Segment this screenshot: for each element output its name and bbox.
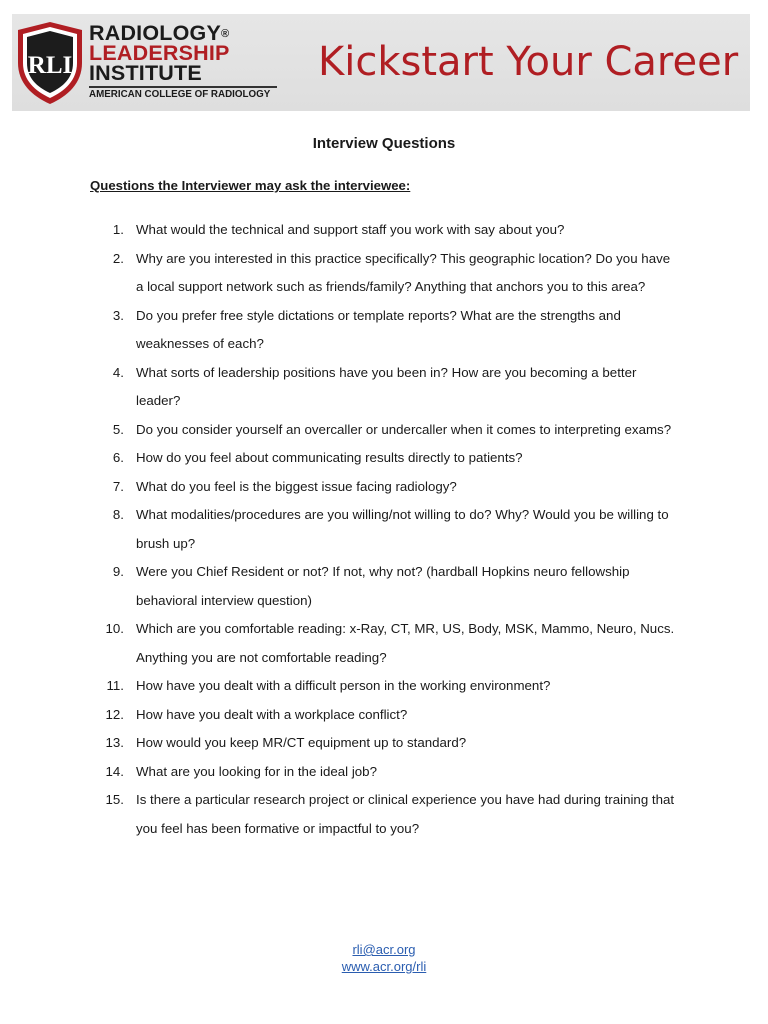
question-item	[0, 302, 676, 359]
question-number: 1.	[112, 222, 124, 237]
contact-footer	[0, 941, 768, 975]
question-number: 7.	[112, 478, 124, 494]
question-item	[0, 558, 676, 615]
question-list	[0, 216, 768, 843]
question-number: 8.	[112, 507, 124, 522]
question-text: How have you dealt with a workplace conflict?	[136, 706, 408, 722]
header-tagline: Kickstart Your Career	[318, 39, 739, 85]
question-item	[0, 501, 676, 558]
question-number: 5.	[112, 421, 124, 437]
section-heading: Questions the Interviewer may ask the interviewee:	[90, 178, 411, 193]
question-number: 11.	[106, 678, 124, 693]
question-item	[0, 416, 676, 445]
question-number: 12.	[105, 706, 124, 722]
question-text: How do you feel about communicating results directly to patients?	[136, 450, 523, 465]
question-item	[0, 473, 676, 502]
question-item	[0, 701, 676, 730]
question-text: What sorts of leadership positions have you been in? How are you becoming a better leader?	[136, 364, 637, 408]
question-text: Were you Chief Resident or not? If not, why not? (hardball Hopkins neuro fellowship behavioral interview question)	[136, 564, 630, 608]
question-text: How would you keep MR/CT equipment up to standard?	[136, 735, 467, 750]
rli-shield-logo-icon	[16, 21, 84, 105]
question-number: 6.	[112, 450, 124, 465]
question-item	[0, 729, 676, 758]
question-item	[0, 758, 676, 787]
question-text: Do you prefer free style dictations or template reports? What are the strengths and weaknesses of each?	[136, 307, 621, 351]
org-name-line2: LEADERSHIP	[89, 41, 230, 65]
org-name-line3: INSTITUTE	[89, 61, 202, 85]
question-item	[0, 216, 676, 245]
question-number: 2.	[112, 250, 124, 266]
org-name-line1: RADIOLOGY®	[89, 21, 230, 45]
email-link[interactable]: rli@acr.org	[352, 942, 416, 957]
question-number: 3.	[112, 307, 124, 323]
logo-monogram: RLI	[27, 52, 73, 79]
org-subtitle: AMERICAN COLLEGE OF RADIOLOGY	[89, 88, 271, 100]
question-item	[0, 245, 676, 302]
question-text: Do you consider yourself an overcaller or undercaller when it comes to interpreting exams?	[136, 421, 672, 437]
question-text: What are you looking for in the ideal job?	[136, 763, 377, 779]
question-text: Why are you interested in this practice specifically? This geographic location? Do you have a local support network such as friends/family? Anything that anchors you to this area?	[136, 250, 671, 294]
page-title: Interview Questions	[312, 135, 456, 152]
question-text: What do you feel is the biggest issue facing radiology?	[136, 478, 457, 494]
question-item	[0, 786, 676, 843]
question-text: How have you dealt with a difficult person in the working environment?	[136, 678, 551, 693]
question-item	[0, 672, 676, 701]
question-number: 14.	[105, 763, 124, 779]
question-item	[0, 615, 676, 672]
question-number: 15.	[105, 792, 124, 807]
website-link[interactable]: www.acr.org/rli	[341, 959, 427, 974]
question-item	[0, 444, 676, 473]
question-number: 4.	[112, 364, 124, 380]
question-number: 10.	[105, 621, 124, 636]
question-item	[0, 359, 676, 416]
question-number: 13.	[105, 735, 124, 750]
question-text: What modalities/procedures are you willing/not willing to do? Why? Would you be willing to brush up?	[136, 507, 669, 551]
organization-name	[89, 23, 289, 101]
question-text: Is there a particular research project or clinical experience you have had during training that you feel has been formative or impactful to you?	[136, 792, 675, 836]
question-text: What would the technical and support staff you work with say about you?	[136, 222, 565, 237]
question-number: 9.	[112, 564, 124, 579]
question-text: Which are you comfortable reading: x-Ray, CT, MR, US, Body, MSK, Mammo, Neuro, Nucs. Anything you are not comfortable reading?	[136, 621, 675, 665]
registered-mark: ®	[221, 28, 230, 40]
header-banner	[12, 14, 750, 111]
